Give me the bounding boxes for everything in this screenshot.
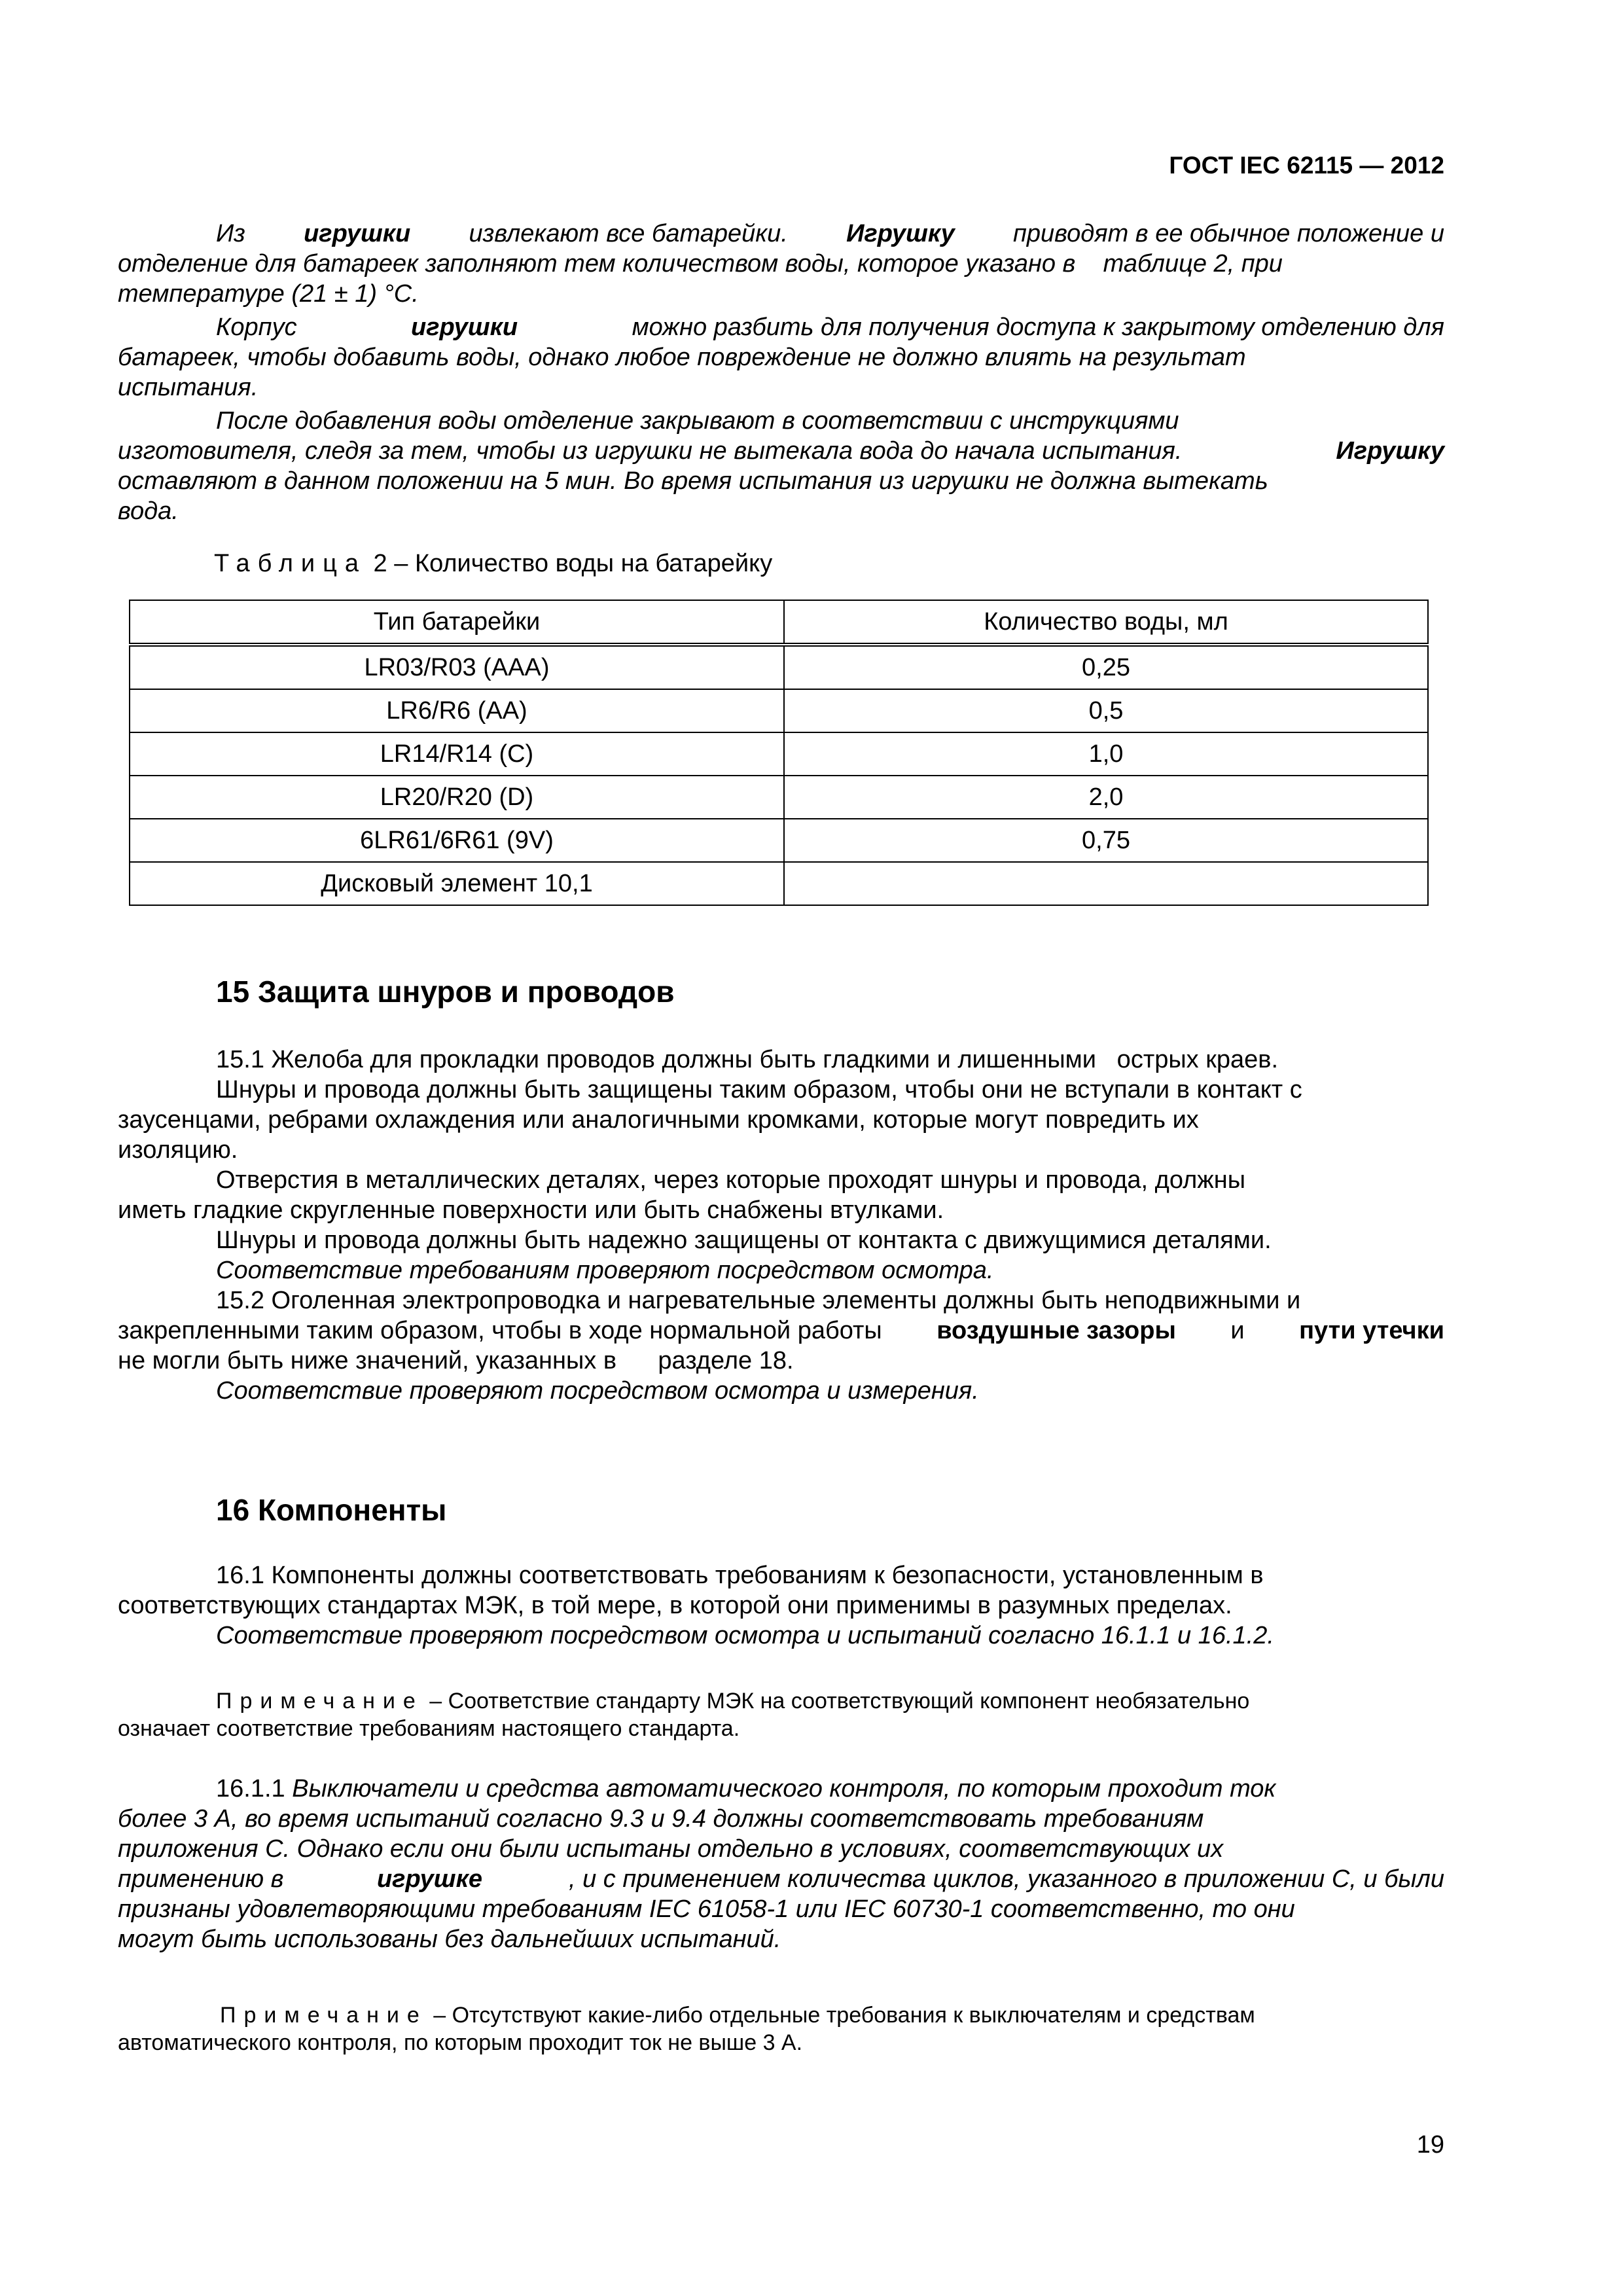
section-16-heading: 16 Компоненты [216, 1493, 447, 1527]
table-cell: LR6/R6 (AA) [130, 689, 784, 732]
text-line: не могли быть ниже значений, указанных в разделе 18. [118, 1347, 794, 1374]
section-15-body [118, 1045, 1444, 1406]
intro-paragraph-2 [118, 312, 1444, 403]
text-line: вода. [118, 497, 179, 525]
text-line: отделение для батареек заполняют тем количеством воды, которое указано в таблице 2, при [118, 250, 1283, 278]
table-header-row [130, 600, 1428, 645]
section-15-heading: 15 Защита шнуров и проводов [216, 975, 675, 1009]
text-line: 15.1 Желоба для прокладки проводов должны быть гладкими и лишенными острых краев. [216, 1046, 1278, 1073]
text-line: применению в игрушке , и с применением количества циклов, указанного в приложении С, и были [118, 1865, 1444, 1893]
text-line: соответствующих стандартах МЭК, в той мере, в которой они применимы в разумных пределах. [118, 1592, 1232, 1619]
table-cell: 0,25 [784, 645, 1428, 689]
text-line: Шнуры и провода должны быть защищены таким образом, чтобы они не вступали в контакт с [216, 1076, 1302, 1103]
text-line: Шнуры и провода должны быть надежно защищены от контакта с движущимися деталями. [216, 1227, 1272, 1254]
table-cell: 6LR61/6R61 (9V) [130, 819, 784, 862]
note-2 [118, 2001, 1444, 2056]
text-line: 16.1 Компоненты должны соответствовать требованиям к безопасности, установленным в [216, 1562, 1264, 1589]
table-row [130, 819, 1428, 862]
text-line: Примечание – Соответствие стандарту МЭК на соответствующий компонент необязательно [216, 1689, 1250, 1713]
text-line: изготовителя, следя за тем, чтобы из игрушки не вытекала вода до начала испытания. Игрушку [118, 437, 1444, 465]
text-line: батареек, чтобы добавить воды, однако любое повреждение не должно влиять на результат [118, 344, 1246, 371]
note-label: Примечание [216, 1689, 423, 1713]
table-row [130, 862, 1428, 905]
text-line: Отверстия в металлических деталях, через которые проходят шнуры и провода, должны [216, 1166, 1246, 1194]
section-16-1-1 [118, 1774, 1444, 1954]
table-row [130, 689, 1428, 732]
table-row [130, 645, 1428, 689]
text-line: Соответствие проверяют посредством осмотра и испытаний согласно 16.1.1 и 16.1.2. [216, 1622, 1274, 1649]
text-line: Корпус игрушки можно разбить для получения доступа к закрытому отделению для [216, 314, 1444, 341]
text-line: Из игрушки извлекают все батарейки. Игрушку приводят в ее обычное положение и [216, 220, 1444, 247]
column-header: Тип батарейки [130, 600, 784, 645]
text-line: После добавления воды отделение закрывают в соответствии с инструкциями [216, 407, 1179, 435]
text-line: температуре (21 ± 1) °С. [118, 280, 419, 308]
intro-paragraph-3 [118, 406, 1444, 526]
column-header: Количество воды, мл [784, 600, 1428, 645]
table-cell: Дисковый элемент 10,1 [130, 862, 784, 905]
note-1 [118, 1687, 1444, 1742]
text-line: оставляют в данном положении на 5 мин. Во время испытания из игрушки не должна вытекать [118, 467, 1268, 495]
text-line: автоматического контроля, по которым проходит ток не выше 3 А. [118, 2030, 803, 2055]
text-line: могут быть использованы без дальнейших испытаний. [118, 1926, 781, 1953]
table-caption-label: Таблица [214, 550, 366, 577]
section-16-1 [118, 1560, 1444, 1651]
text-line: означает соответствие требованиям настоящего стандарта. [118, 1716, 740, 1741]
battery-water-table [129, 600, 1429, 906]
page-number: 19 [1416, 2131, 1444, 2159]
table-caption [214, 550, 772, 578]
text-line: признаны удовлетворяющими требованиям IEC 61058-1 или IEC 60730-1 соответственно, то они [118, 1895, 1295, 1923]
table-row [130, 776, 1428, 819]
text-line: Примечание – Отсутствуют какие-либо отдельные требования к выключателям и средствам [220, 2003, 1255, 2028]
table-cell [784, 862, 1428, 905]
text-line: 15.2 Оголенная электропроводка и нагревательные элементы должны быть неподвижными и [216, 1287, 1301, 1314]
text-line: заусенцами, ребрами охлаждения или аналогичными кромками, которые могут повредить их [118, 1106, 1199, 1134]
text-line: закрепленными таким образом, чтобы в ходе нормальной работы воздушные зазоры и пути утечки [118, 1317, 1444, 1344]
table-caption-title: 2 – Количество воды на батарейку [366, 550, 773, 577]
text-line: изоляцию. [118, 1136, 238, 1164]
table-cell: 2,0 [784, 776, 1428, 819]
text-line: 16.1.1 Выключатели и средства автоматического контроля, по которым проходит ток [216, 1775, 1276, 1803]
table-cell: 0,5 [784, 689, 1428, 732]
text-line: приложения С. Однако если они были испытаны отдельно в условиях, соответствующих их [118, 1835, 1224, 1863]
text-line: испытания. [118, 374, 259, 401]
text-line: Соответствие требованиям проверяют посредством осмотра. [216, 1257, 994, 1284]
text-line: Соответствие проверяют посредством осмотра и измерения. [216, 1377, 979, 1405]
intro-paragraph-1 [118, 219, 1444, 309]
document-id: ГОСТ IEC 62115 — 2012 [1169, 152, 1444, 179]
text-line: более 3 А, во время испытаний согласно 9.3 и 9.4 должны соответствовать требованиям [118, 1805, 1204, 1833]
note-label: Примечание [220, 2003, 427, 2028]
table-cell: LR14/R14 (C) [130, 732, 784, 776]
table-cell: 1,0 [784, 732, 1428, 776]
text-line: иметь гладкие скругленные поверхности или быть снабжены втулками. [118, 1196, 944, 1224]
table-cell: LR20/R20 (D) [130, 776, 784, 819]
table-row [130, 732, 1428, 776]
table-cell: 0,75 [784, 819, 1428, 862]
table-cell: LR03/R03 (AAA) [130, 645, 784, 689]
